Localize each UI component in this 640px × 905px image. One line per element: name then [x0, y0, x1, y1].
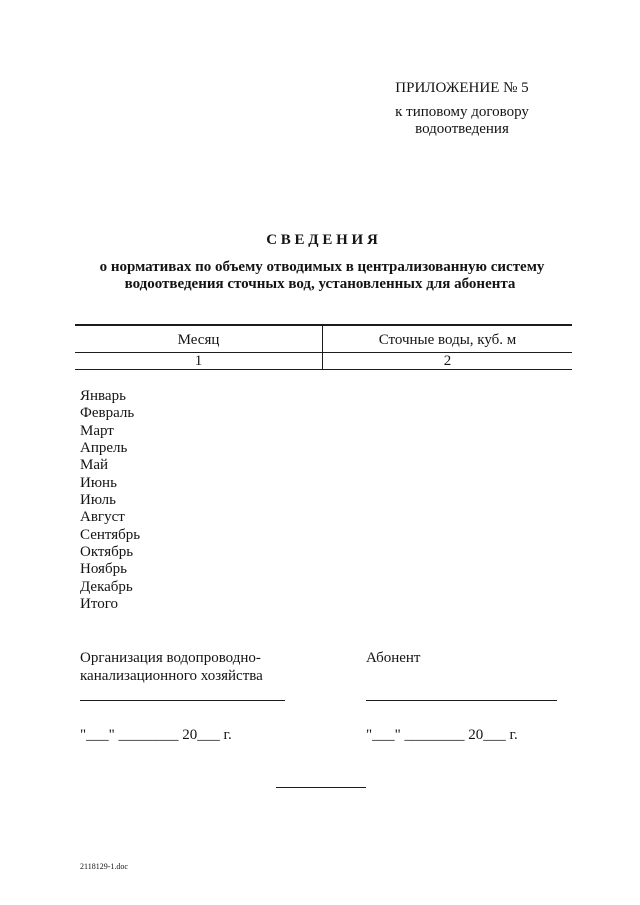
subscriber-signature-line: [366, 700, 557, 701]
table-top-rule: [75, 324, 572, 326]
appendix-header: [377, 0, 547, 140]
organization-date: "___" ________ 20___ г.: [80, 727, 232, 743]
subscriber-date: "___" ________ 20___ г.: [366, 727, 518, 743]
table-column-number-1: 1: [194, 353, 203, 369]
document-title: С В Е Д Е Н И Я: [266, 232, 378, 248]
appendix-subtitle-line1: к типовому договору: [395, 104, 529, 120]
table-header-wastewater: Сточные воды, куб. м: [378, 332, 517, 348]
month-row: Март: [80, 422, 114, 439]
month-row: Декабрь: [80, 578, 133, 595]
month-row: Ноябрь: [80, 561, 127, 578]
month-row: Сентябрь: [80, 526, 141, 543]
month-row: Август: [80, 509, 125, 526]
organization-label-line2: канализационного хозяйства: [80, 668, 263, 684]
month-row: Октябрь: [80, 544, 134, 561]
total-row: Итого: [80, 596, 118, 613]
table-column-number-2: 2: [443, 353, 452, 369]
table-header-month: Месяц: [177, 332, 220, 348]
month-row: Май: [80, 457, 109, 474]
months-list: [80, 388, 280, 613]
month-row: Январь: [80, 388, 126, 404]
subscriber-label: Абонент: [366, 650, 421, 666]
month-row: Июль: [80, 492, 116, 509]
appendix-subtitle-line2: водоотведения: [415, 121, 509, 137]
organization-label-line1: Организация водопроводно-: [80, 650, 261, 666]
month-row: Февраль: [80, 405, 135, 422]
document-subtitle-line2: водоотведения сточных вод, установленных для абонента: [124, 276, 516, 292]
appendix-title: ПРИЛОЖЕНИЕ № 5: [395, 80, 529, 96]
month-row: Июнь: [80, 474, 117, 491]
document-subtitle-line1: о нормативах по объему отводимых в централизованную систему: [99, 259, 545, 275]
closing-rule: [276, 787, 366, 788]
footer-filename: 2118129-1.doc: [80, 862, 128, 871]
month-row: Апрель: [80, 440, 128, 457]
organization-signature-line: [80, 700, 285, 701]
